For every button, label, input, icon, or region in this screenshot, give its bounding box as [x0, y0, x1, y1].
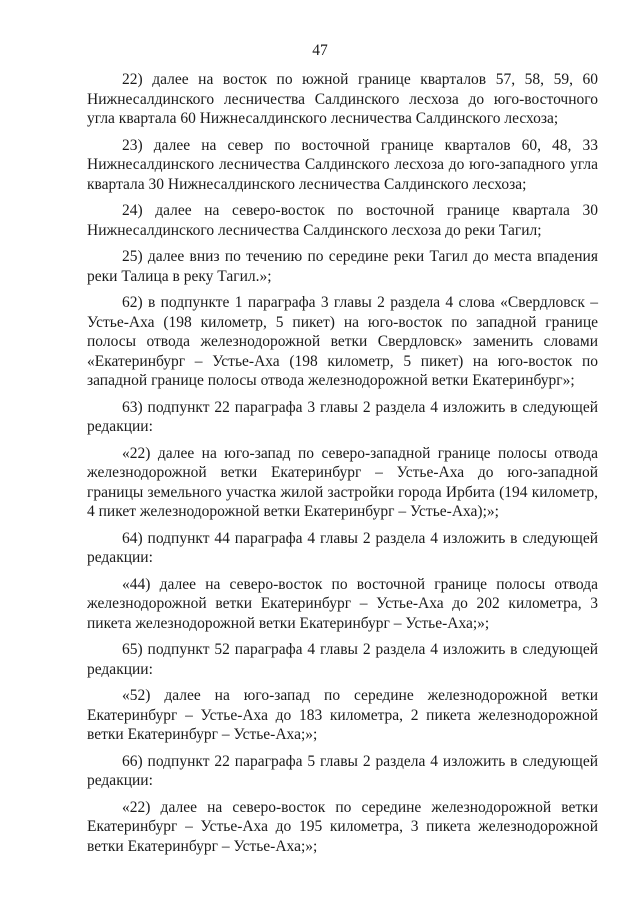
paragraph-amendment-65: 65) подпункт 52 параграфа 4 главы 2 раздела 4 изложить в следующей редакции:	[87, 641, 598, 678]
page-number: 47	[312, 42, 328, 59]
paragraph-amendment-63: 63) подпункт 22 параграфа 3 главы 2 раздела 4 изложить в следующей редакции:	[87, 398, 598, 435]
paragraph-quoted-22-section5: «22) далее на северо-восток по середине железнодорожной ветки Екатеринбург – Устье-Аха до 195 километра, 3 пикета железнодорожной ветки Екатеринбург – Устье-Аха;»;	[87, 798, 598, 855]
paragraph-quoted-22: «22) далее на юго-запад по северо-западной границе полосы отвода железнодорожной ветки Екатеринбург – Устье-Аха до юго-западной границы земельного участка жилой застройки города Ирбита (194 километр, 4 пикет железнодорожной ветки Екатеринбург – Устье-Аха);»;	[87, 444, 598, 520]
paragraph-amendment-62: 62) в подпункте 1 параграфа 3 главы 2 раздела 4 слова «Свердловск – Устье-Аха (198 километр, 5 пикет) на юго-восток по западной границе полосы отвода железнодорожной ветки Свердловск» заменить словами «Екатеринбург – Устье-Аха (198 километр, 5 пикет) на юго-восток по западной границе полосы отвода железнодорожной ветки Екатеринбург»;	[87, 294, 598, 389]
paragraph-amendment-64: 64) подпункт 44 параграфа 4 главы 2 раздела 4 изложить в следующей редакции:	[87, 529, 598, 566]
document-body	[87, 70, 598, 863]
paragraph-quoted-52: «52) далее на юго-запад по середине железнодорожной ветки Екатеринбург – Устье-Аха до 183 километра, 2 пикета железнодорожной ветки Екатеринбург – Устье-Аха;»;	[87, 687, 598, 743]
paragraph-item-25: 25) далее вниз по течению по середине реки Тагил до места впадения реки Талица в реку Тагил.»;	[87, 248, 598, 285]
paragraph-amendment-66: 66) подпункт 22 параграфа 5 главы 2 раздела 4 изложить в следующей редакции:	[87, 752, 598, 789]
paragraph-item-22: 22) далее на восток по южной границе кварталов 57, 58, 59, 60 Нижнесалдинского лесничества Салдинского лесхоза до юго-восточного угла квартала 60 Нижнесалдинского лесничества Салдинского лесхоза;	[87, 71, 598, 127]
paragraph-quoted-44: «44) далее на северо-восток по восточной границе полосы отвода железнодорожной ветки Екатеринбург – Устье-Аха до 202 километра, 3 пикета железнодорожной ветки Екатеринбург – Устье-Аха;»;	[87, 575, 598, 632]
paragraph-item-23: 23) далее на север по восточной границе кварталов 60, 48, 33 Нижнесалдинского лесничества Салдинского лесхоза до юго-западного угла квартала 30 Нижнесалдинского лесничества Салдинского лесхоза;	[87, 136, 598, 193]
paragraph-item-24: 24) далее на северо-восток по восточной границе квартала 30 Нижнесалдинского лесничества Салдинского лесхоза до реки Тагил;	[87, 202, 598, 239]
